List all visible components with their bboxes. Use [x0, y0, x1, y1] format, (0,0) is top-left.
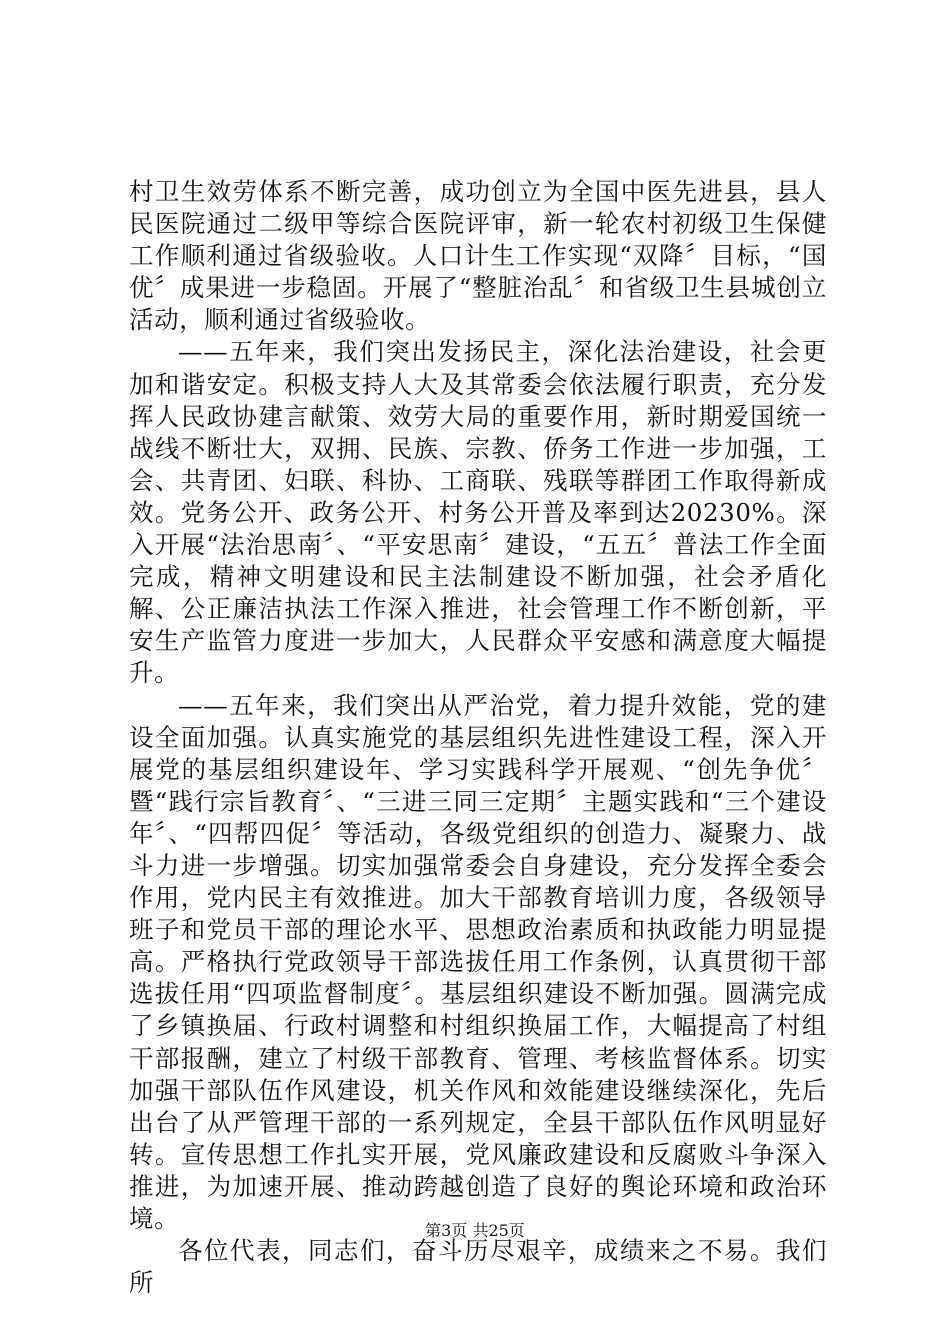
page-number-footer: 第3页 共25页 [425, 1221, 525, 1240]
paragraph-party-building: ——五年来，我们突出从严治党，着力提升效能，党的建设全面加强。认真实施党的基层组织先进性建设工程，深入开展党的基层组织建设年、学习实践科学开展观、“创先争优〞暨“践行宗旨教育〞、“三进三同三定期〞主题实践和“三个建设年〞、“四帮四促〞等活动，各级党组织的创造力、凝聚力、战斗力进一步增强。切实加强常委会自身建设，充分发挥全委会作用，党内民主有效推进。加大干部教育培训力度，各级领导班子和党员干部的理论水平、思想政治素质和执政能力明显提高。严格执行党政领导干部选拔任用工作条例，认真贯彻干部选拔任用“四项监督制度〞。基层组织建设不断加强。圆满完成了乡镇换届、行政村调整和村组织换届工作，大幅提高了村组干部报酬，建立了村级干部教育、管理、考核监督体系。切实加强干部队伍作风建设，机关作风和效能建设继续深化，先后出台了从严管理干部的一系列规定，全县干部队伍作风明显好转。宣传思想工作扎实开展，党风廉政建设和反腐败斗争深入推进，为加速开展、推动跨越创造了良好的舆论环境和政治环境。 [129, 690, 827, 1233]
paragraph-democracy-rule-of-law: ——五年来，我们突出发扬民主，深化法治建设，社会更加和谐安定。积极支持人大及其常委会依法履行职责，充分发挥人民政协建言献策、效劳大局的重要作用，新时期爱国统一战线不断壮大，双拥、民族、宗教、侨务工作进一步加强，工会、共青团、妇联、科协、工商联、残联等群团工作取得新成效。党务公开、政务公开、村务公开普及率到达20230%。深入开展“法治思南〞、“平安思南〞建设，“五五〞普法工作全面完成，精神文明建设和民主法制建设不断加强，社会矛盾化解、公正廉洁执法工作深入推进，社会管理工作不断创新，平安生产监管力度进一步加大，人民群众平安感和满意度大幅提升。 [129, 337, 827, 688]
paragraph-continued: 村卫生效劳体系不断完善，成功创立为全国中医先进县，县人民医院通过二级甲等综合医院评审，新一轮农村初级卫生保健工作顺利通过省级验收。人口计生工作实现“双降〞目标，“国优〞成果进一步稳固。开展了“整脏治乱〞和省级卫生县城创立活动，顺利通过省级验收。 [129, 177, 827, 335]
paragraph-closing: 各位代表，同志们，奋斗历尽艰辛，成绩来之不易。我们所 [129, 1236, 827, 1298]
document-body [129, 176, 827, 1299]
